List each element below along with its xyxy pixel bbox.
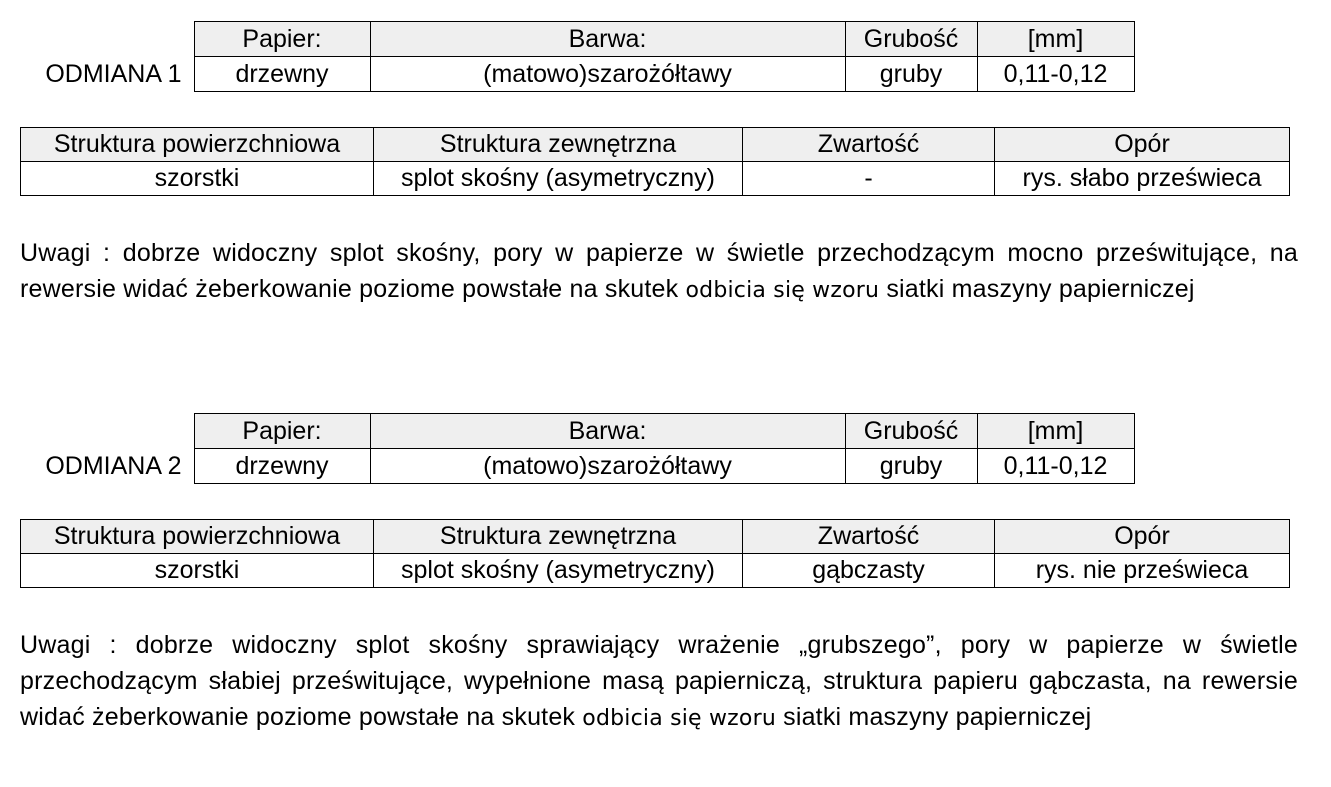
value-mm: 0,11-0,12 — [977, 57, 1134, 92]
variant-2-paper-table — [20, 413, 1135, 484]
blank-cell — [20, 22, 194, 57]
value-zwartosc: - — [743, 162, 995, 196]
header-struktura-zewnetrzna: Struktura zewnętrzna — [374, 128, 743, 162]
value-grubosc: gruby — [845, 57, 977, 92]
header-mm: [mm] — [977, 414, 1134, 449]
variant-2-structure-table — [20, 519, 1290, 588]
table-row — [20, 22, 1134, 57]
value-papier: drzewny — [194, 57, 370, 92]
header-barwa: Barwa: — [370, 22, 845, 57]
value-struktura-zewnetrzna: splot skośny (asymetryczny) — [374, 554, 743, 588]
value-struktura-powierzchniowa: szorstki — [21, 554, 374, 588]
value-barwa: (matowo)szarożółtawy — [370, 57, 845, 92]
value-barwa: (matowo)szarożółtawy — [370, 449, 845, 484]
variant-1-structure-table — [20, 127, 1290, 196]
table-row — [21, 162, 1290, 196]
note-prefix: Uwagi : — [20, 631, 136, 659]
value-grubosc: gruby — [845, 449, 977, 484]
header-barwa: Barwa: — [370, 414, 845, 449]
note-text-end: siatki maszyny papierniczej — [879, 275, 1195, 303]
table-row — [21, 554, 1290, 588]
header-struktura-powierzchniowa: Struktura powierzchniowa — [21, 128, 374, 162]
variant-1-note — [20, 235, 1298, 309]
value-mm: 0,11-0,12 — [977, 449, 1134, 484]
header-zwartosc: Zwartość — [743, 128, 995, 162]
table-row — [20, 414, 1134, 449]
note-prefix: Uwagi : — [20, 239, 123, 267]
variant-label: ODMIANA 1 — [20, 57, 194, 92]
header-opor: Opór — [995, 520, 1290, 554]
header-struktura-zewnetrzna: Struktura zewnętrzna — [374, 520, 743, 554]
header-papier: Papier: — [194, 22, 370, 57]
table-row — [20, 449, 1134, 484]
table-row — [20, 57, 1134, 92]
header-zwartosc: Zwartość — [743, 520, 995, 554]
blank-cell — [20, 414, 194, 449]
variant-2-note — [20, 627, 1298, 737]
value-struktura-zewnetrzna: splot skośny (asymetryczny) — [374, 162, 743, 196]
header-opor: Opór — [995, 128, 1290, 162]
note-text: dobrze widoczny splot skośny sprawiający wrażenie „grubszego”, pory w papierze w świetle przechodzącym słabiej prześwitujące, wypełnione masą papierniczą, struktura papieru gąbczasta, na rewersie widać żeberkowanie poziome powstałe na skutek — [20, 631, 1298, 731]
table-row — [21, 128, 1290, 162]
note-text: dobrze widoczny splot skośny, pory w papierze w świetle przechodzącym mocno prześwitujące, na rewersie widać żeberkowanie poziome powstałe na skutek — [20, 239, 1298, 303]
header-grubosc: Grubość — [845, 22, 977, 57]
header-mm: [mm] — [977, 22, 1134, 57]
value-zwartosc: gąbczasty — [743, 554, 995, 588]
note-text-alt-font: odbicia się wzoru — [582, 706, 776, 731]
note-text-alt-font: odbicia się wzoru — [685, 278, 880, 303]
variant-label: ODMIANA 2 — [20, 449, 194, 484]
table-row — [21, 520, 1290, 554]
value-opor: rys. słabo prześwieca — [995, 162, 1290, 196]
note-text-end: siatki maszyny papierniczej — [775, 703, 1092, 731]
header-struktura-powierzchniowa: Struktura powierzchniowa — [21, 520, 374, 554]
value-struktura-powierzchniowa: szorstki — [21, 162, 374, 196]
header-papier: Papier: — [194, 414, 370, 449]
value-opor: rys. nie prześwieca — [995, 554, 1290, 588]
variant-1-paper-table — [20, 21, 1135, 92]
header-grubosc: Grubość — [845, 414, 977, 449]
value-papier: drzewny — [194, 449, 370, 484]
